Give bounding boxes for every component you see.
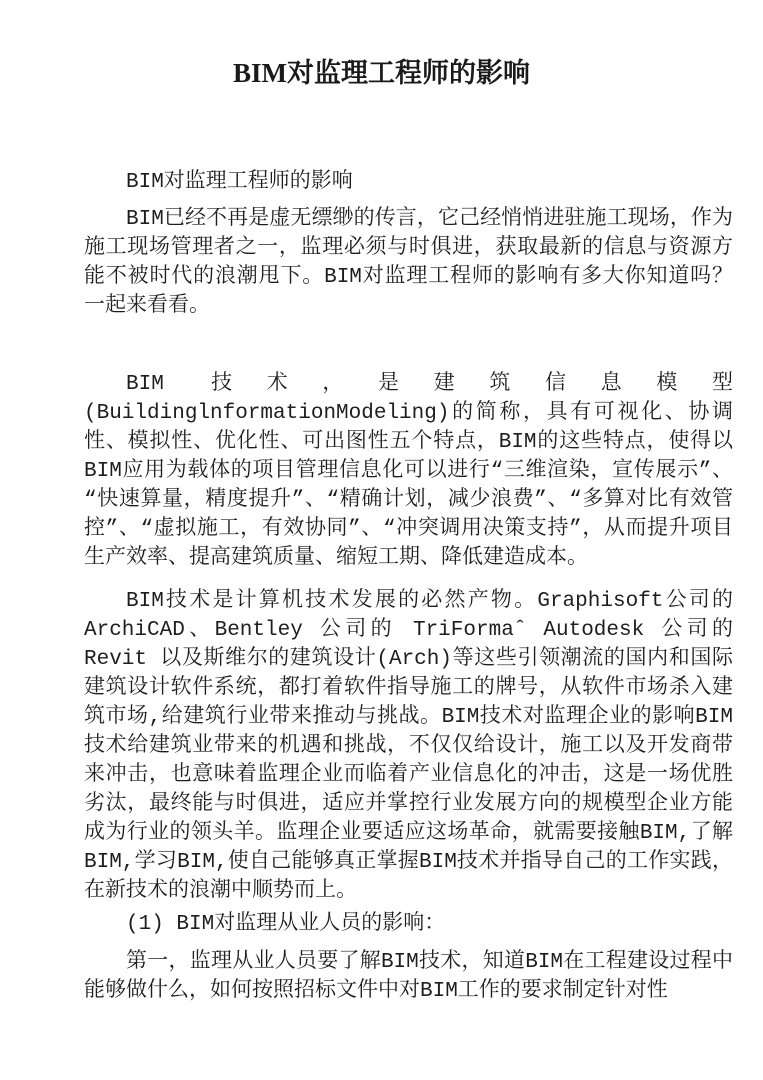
paragraph-bim-definition: BIM 技术，是建筑信息模型(BuildinglnformationModeling)的简称，具有可视化、协调性、模拟性、优化性、可出图性五个特点，BIM的这些特点，使得以BIM应用为载体的项目管理信息化可以进行“三维渲染，宣传展示”、“快速算量，精度提升”、“精确计划，减少浪费”、“多算对比有效管控”、“虚拟施工，有效协同”、“冲突调用决策支持”，从而提升项目生产效率、提高建筑质量、缩短工期、降低建造成本。	[84, 373, 733, 571]
paragraph-intro: BIM已经不再是虚无缥缈的传言，它己经悄悄进驻施工现场，作为施工现场管理者之一，监理必须与时俱进，获取最新的信息与资源方能不被时代的浪潮甩下。BIM对监理工程师的影响有多大你知道吗？ 一起来看看。	[84, 208, 733, 319]
paragraph-bim-industry-impact: BIM技术是计算机技术发展的必然产物。Graphisoft公司的ArchiCAD、Bentley 公司的 TriFormaˆ Autodesk 公司的 Revit 以及斯维尔的建筑设计(Arch)等这些引领潮流的国内和国际建筑设计软件系统，都打着软件指导施工的牌号，从软件市场杀入建筑市场,给建筑行业带来推动与挑战。BIM技术对监理企业的影响BIM技术给建筑业带来的机遇和挑战，不仅仅给设计，施工以及开发商带来冲击，也意味着监理企业而临着产业信息化的冲击，这是一场优胜劣汰，最终能与时俱进，适应并掌控行业发展方向的规模型企业方能成为行业的领头羊。监理企业要适应这场革命，就需要接触BIM,了解BIM,学习BIM,使自己能够真正掌握BIM技术并指导自己的工作实践，在新技术的浪潮中顺势而上。	[84, 590, 733, 904]
paragraph-practitioners-first: 第一，监理从业人员要了解BIM技术，知道BIM在工程建设过程中能够做什么，如何按照招标文件中对BIM工作的要求制定针对性	[84, 951, 733, 1004]
document-title: BIM对监理工程师的影响	[233, 58, 530, 88]
document-subtitle: BIM对监理工程师的影响	[126, 171, 353, 195]
section-heading-practitioners: (1) BIM对监理从业人员的影响：	[126, 913, 446, 937]
